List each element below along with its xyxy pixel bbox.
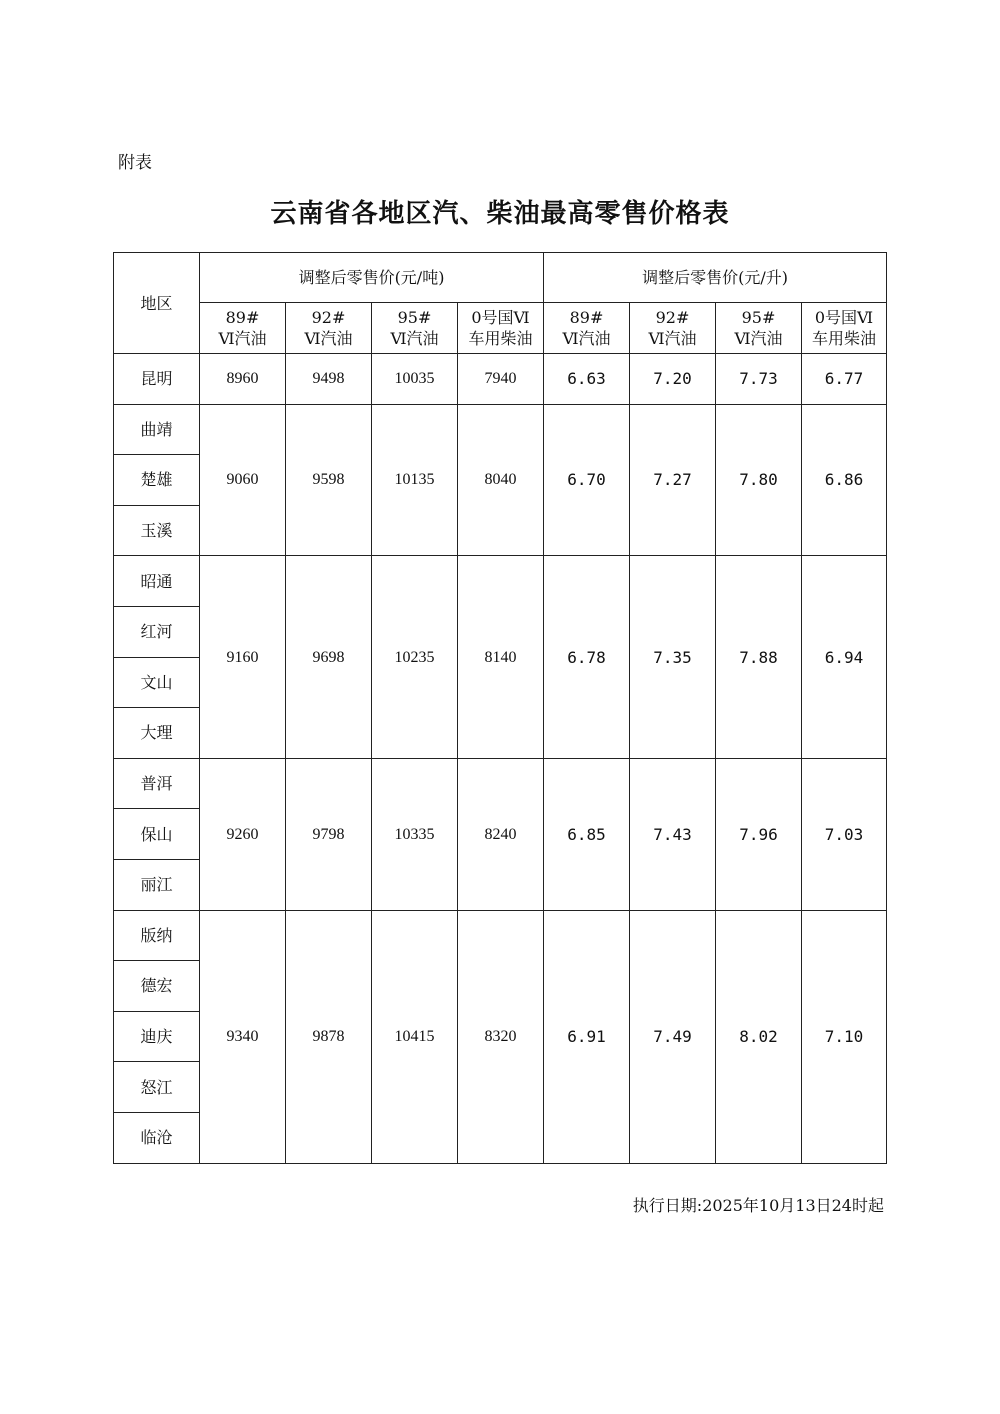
fuel-grade-label: 95# — [741, 308, 776, 327]
price-per-liter-cell: 7.20 — [630, 354, 716, 405]
price-per-liter-cell: 7.88 — [716, 556, 802, 758]
price-per-ton-cell: 8240 — [458, 758, 544, 910]
region-cell: 怒江 — [114, 1062, 200, 1113]
fuel-grade-label: 89# — [225, 308, 260, 327]
price-per-ton-cell: 9260 — [200, 758, 286, 910]
price-per-liter-cell: 7.73 — [716, 354, 802, 405]
price-per-liter-cell: 6.94 — [802, 556, 887, 758]
price-per-liter-cell: 6.85 — [544, 758, 630, 910]
price-per-ton-cell: 8320 — [458, 910, 544, 1163]
price-per-liter-cell: 7.35 — [630, 556, 716, 758]
fuel-grade-label: 95# — [397, 308, 432, 327]
price-table — [113, 252, 887, 1164]
price-per-ton-cell: 10235 — [372, 556, 458, 758]
price-per-liter-cell: 7.03 — [802, 758, 887, 910]
fuel-header-liter — [544, 303, 630, 354]
region-cell: 玉溪 — [114, 505, 200, 556]
region-cell: 楚雄 — [114, 455, 200, 506]
fuel-header-ton — [286, 303, 372, 354]
price-per-liter-cell: 7.27 — [630, 404, 716, 556]
fuel-header-liter — [630, 303, 716, 354]
fuel-type-label: Ⅵ汽油 — [304, 329, 353, 348]
price-per-liter-cell: 6.77 — [802, 354, 887, 405]
price-per-liter-cell: 7.49 — [630, 910, 716, 1163]
region-cell: 保山 — [114, 809, 200, 860]
fuel-grade-label: 92# — [311, 308, 346, 327]
price-per-ton-cell: 9340 — [200, 910, 286, 1163]
price-per-ton-cell: 10415 — [372, 910, 458, 1163]
table-row — [114, 404, 887, 455]
price-per-ton-cell: 8040 — [458, 404, 544, 556]
price-per-liter-cell: 7.80 — [716, 404, 802, 556]
price-per-ton-cell: 10335 — [372, 758, 458, 910]
price-per-ton-cell: 10035 — [372, 354, 458, 405]
table-row — [114, 910, 887, 961]
price-per-ton-cell: 8960 — [200, 354, 286, 405]
price-per-liter-cell: 6.63 — [544, 354, 630, 405]
price-per-liter-cell: 6.86 — [802, 404, 887, 556]
table-row — [114, 556, 887, 607]
price-per-liter-cell: 7.43 — [630, 758, 716, 910]
region-cell: 版纳 — [114, 910, 200, 961]
price-per-ton-cell: 8140 — [458, 556, 544, 758]
fuel-grade-label: 0号国Ⅵ — [814, 308, 874, 327]
region-cell: 普洱 — [114, 758, 200, 809]
fuel-type-label: Ⅵ汽油 — [218, 329, 267, 348]
region-cell: 临沧 — [114, 1112, 200, 1163]
price-per-ton-cell: 9498 — [286, 354, 372, 405]
region-cell: 丽江 — [114, 859, 200, 910]
price-per-ton-cell: 9698 — [286, 556, 372, 758]
document-title: 云南省各地区汽、柴油最高零售价格表 — [270, 199, 730, 229]
price-per-ton-cell: 9160 — [200, 556, 286, 758]
fuel-header-ton — [372, 303, 458, 354]
fuel-type-label: 车用柴油 — [468, 329, 533, 348]
fuel-header-liter — [802, 303, 887, 354]
price-per-ton-cell: 9598 — [286, 404, 372, 556]
fuel-type-label: 车用柴油 — [812, 329, 877, 348]
price-per-ton-cell: 9798 — [286, 758, 372, 910]
region-cell: 文山 — [114, 657, 200, 708]
fuel-header-ton — [200, 303, 286, 354]
region-cell: 曲靖 — [114, 404, 200, 455]
region-cell: 大理 — [114, 708, 200, 759]
effective-date: 执行日期:2025年10月13日24时起 — [632, 1196, 884, 1215]
fuel-header-ton — [458, 303, 544, 354]
price-per-liter-cell: 7.10 — [802, 910, 887, 1163]
price-per-liter-cell: 6.91 — [544, 910, 630, 1163]
fuel-grade-label: 89# — [569, 308, 604, 327]
price-per-ton-cell: 9878 — [286, 910, 372, 1163]
region-cell: 昆明 — [114, 354, 200, 405]
price-per-ton-cell: 7940 — [458, 354, 544, 405]
region-cell: 德宏 — [114, 961, 200, 1012]
fuel-type-label: Ⅵ汽油 — [390, 329, 439, 348]
price-per-liter-header: 调整后零售价(元/升) — [544, 253, 887, 303]
table-row — [114, 758, 887, 809]
region-cell: 昭通 — [114, 556, 200, 607]
region-header: 地区 — [114, 253, 200, 354]
region-cell: 迪庆 — [114, 1011, 200, 1062]
fuel-header-liter — [716, 303, 802, 354]
price-per-liter-cell: 6.78 — [544, 556, 630, 758]
price-per-liter-cell: 8.02 — [716, 910, 802, 1163]
fuel-type-label: Ⅵ汽油 — [648, 329, 697, 348]
annex-label: 附表 — [118, 153, 152, 173]
fuel-type-label: Ⅵ汽油 — [734, 329, 783, 348]
price-per-ton-header: 调整后零售价(元/吨) — [200, 253, 544, 303]
region-cell: 红河 — [114, 606, 200, 657]
price-per-liter-cell: 6.70 — [544, 404, 630, 556]
table-row — [114, 354, 887, 405]
price-per-liter-cell: 7.96 — [716, 758, 802, 910]
fuel-type-label: Ⅵ汽油 — [562, 329, 611, 348]
price-per-ton-cell: 10135 — [372, 404, 458, 556]
price-per-ton-cell: 9060 — [200, 404, 286, 556]
fuel-grade-label: 0号国Ⅵ — [471, 308, 530, 327]
fuel-grade-label: 92# — [655, 308, 690, 327]
